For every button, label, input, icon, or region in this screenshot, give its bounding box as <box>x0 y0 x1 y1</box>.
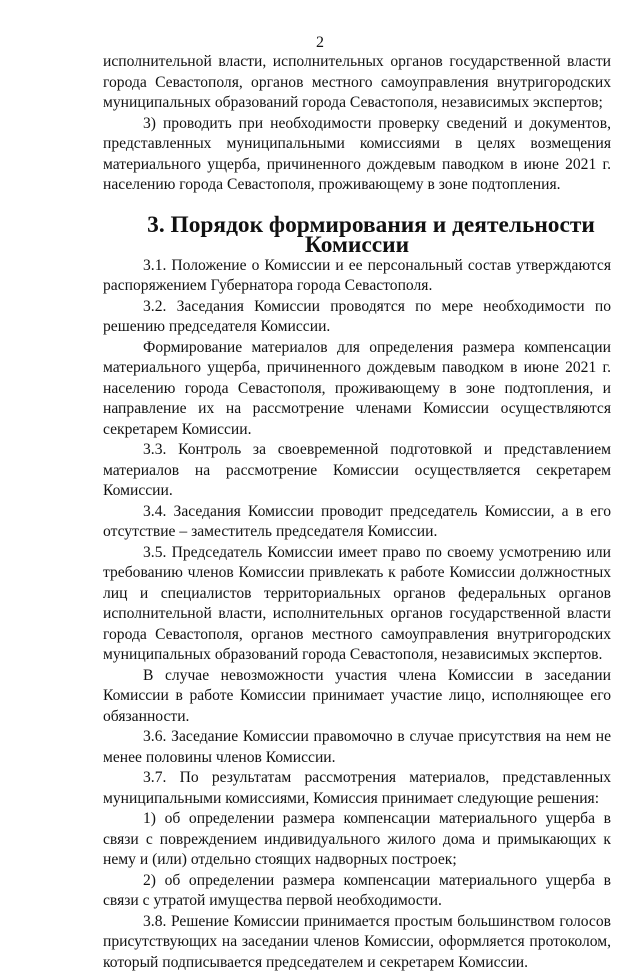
paragraph-3-2: 3.2. Заседания Комиссии проводятся по мере необходимости по решению председателя Комиссии. <box>103 297 611 338</box>
paragraph-3-6: 3.6. Заседание Комиссии правомочно в случае присутствия на нем не менее половины членов Комиссии. <box>103 727 611 768</box>
paragraph-3-7: 3.7. По результатам рассмотрения материалов, представленных муниципальными комиссиями, Комиссия принимает следующие решения: <box>103 768 611 809</box>
page-number: 2 <box>0 33 640 53</box>
paragraph-decision-1: 1) об определении размера компенсации материального ущерба в связи с повреждением индивидуального жилого дома и примыкающих к нему и (или) отдельно стоящих надворных построек; <box>103 809 611 871</box>
paragraph-3-4: 3.4. Заседания Комиссии проводит председатель Комиссии, а в его отсутствие – заместитель председателя Комиссии. <box>103 502 611 543</box>
paragraph-3-5: 3.5. Председатель Комиссии имеет право по своему усмотрению или требованию членов Комиссии привлекать к работе Комиссии должностных лиц и специалистов территориальных органов федеральных органов исполнительной власти, исполнительных органов государственной власти города Севастополя, органов местного самоуправления внутригородских муниципальных образований города Севастополя, независимых экспертов. <box>103 543 611 666</box>
paragraph-member-substitution: В случае невозможности участия члена Комиссии в заседании Комиссии в работе Комиссии принимает участие лицо, исполняющее его обязанности. <box>103 666 611 728</box>
paragraph-decision-2: 2) об определении размера компенсации материального ущерба в связи с утратой имущества первой необходимости. <box>103 871 611 912</box>
document-body <box>103 52 611 973</box>
paragraph-3-3: 3.3. Контроль за своевременной подготовкой и представлением материалов на рассмотрение Комиссии осуществляется секретарем Комиссии. <box>103 440 611 502</box>
paragraph-3-8: 3.8. Решение Комиссии принимается простым большинством голосов присутствующих на заседании членов Комиссии, оформляется протоколом, который подписывается председателем и секретарем Комиссии. <box>103 912 611 973</box>
paragraph-item-3: 3) проводить при необходимости проверку сведений и документов, представленных муниципальными комиссиями в целях возмещения материального ущерба, причиненного дождевым паводком в июне 2021 г. населению города Севастополя, проживающему в зоне подтопления. <box>103 114 611 196</box>
paragraph-materials-formation: Формирование материалов для определения размера компенсации материального ущерба, причиненного дождевым паводком в июне 2021 г. населению города Севастополя, проживающему в зоне подтопления, и направление их на рассмотрение членами Комиссии осуществляются секретарем Комиссии. <box>103 338 611 441</box>
paragraph-3-1: 3.1. Положение о Комиссии и ее персональный состав утверждаются распоряжением Губернатора города Севастополя. <box>103 256 611 297</box>
section-heading: 3. Порядок формирования и деятельности Комиссии <box>103 215 611 256</box>
paragraph-continuation: исполнительной власти, исполнительных органов государственной власти города Севастополя, органов местного самоуправления внутригородских муниципальных образований города Севастополя, независимых экспертов; <box>103 52 611 114</box>
